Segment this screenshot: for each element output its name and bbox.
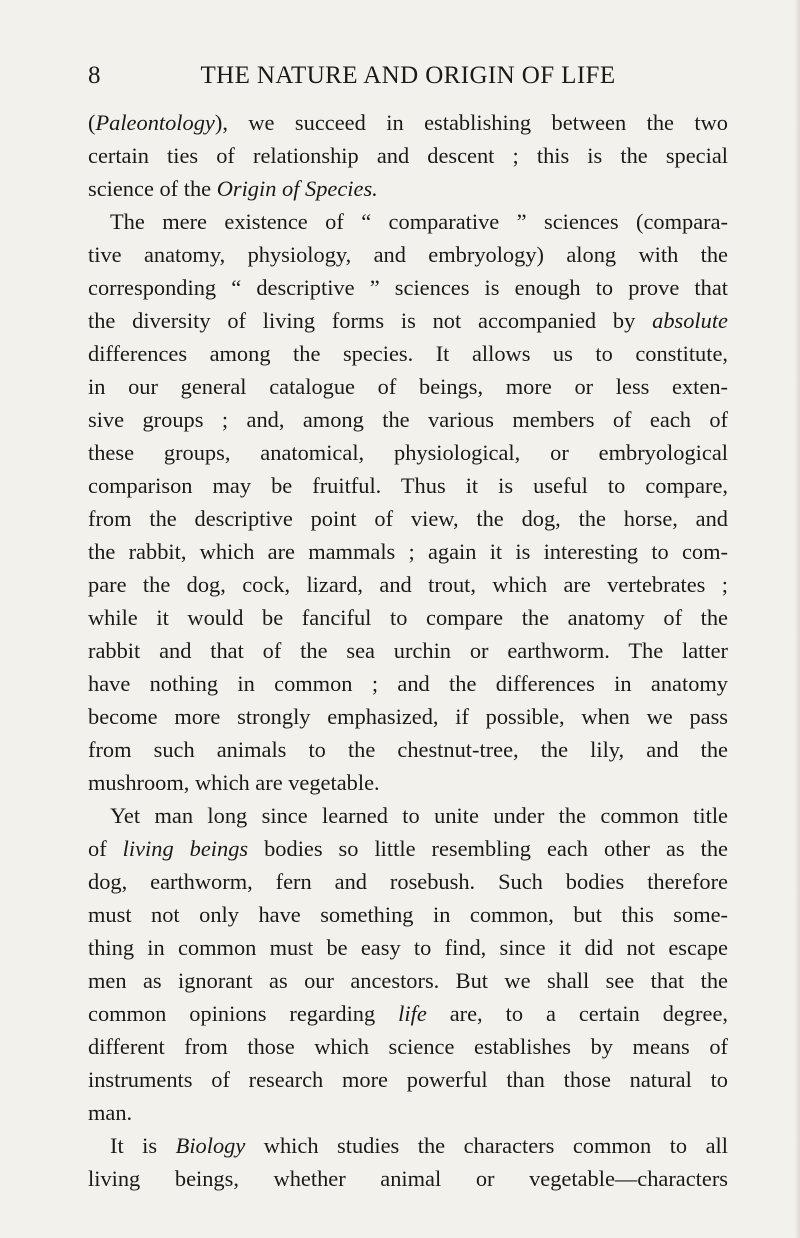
text-run: science of the xyxy=(88,176,217,201)
text-line xyxy=(88,1063,728,1096)
text-line xyxy=(88,271,728,304)
text-run: common opinions regarding xyxy=(88,1001,399,1026)
text-run: have nothing in common ; and the differences in anatomy xyxy=(88,671,728,696)
text-line xyxy=(88,568,728,601)
page-number: 8 xyxy=(88,62,101,89)
text-run: in our general catalogue of beings, more or less exten- xyxy=(88,374,728,399)
text-run: corresponding “ descriptive ” sciences is enough to prove that xyxy=(88,275,728,300)
text-line xyxy=(88,997,728,1030)
text-run: rabbit and that of the sea urchin or earthworm. The latter xyxy=(88,638,728,663)
text-run: thing in common must be easy to find, since it did not escape xyxy=(88,935,728,960)
text-line xyxy=(88,139,728,172)
text-line xyxy=(88,238,728,271)
text-line xyxy=(88,172,728,205)
text-line xyxy=(88,469,728,502)
text-run: It is xyxy=(110,1133,176,1158)
text-line xyxy=(88,964,728,997)
text-run: Yet man long since learned to unite under the common title xyxy=(110,803,728,828)
text-run: The mere existence of “ comparative ” sciences (compara- xyxy=(110,209,728,234)
text-line xyxy=(88,1162,728,1195)
text-line xyxy=(88,634,728,667)
text-run: become more strongly emphasized, if possible, when we pass xyxy=(88,704,728,729)
text-run: men as ignorant as our ancestors. But we shall see that the xyxy=(88,968,728,993)
text-run: while it would be fanciful to compare the anatomy of the xyxy=(88,605,728,630)
text-run: certain ties of relationship and descent ; this is the special xyxy=(88,143,728,168)
text-line xyxy=(88,502,728,535)
body-text xyxy=(88,106,728,1195)
running-title: THE NATURE AND ORIGIN OF LIFE xyxy=(200,62,616,89)
paragraph xyxy=(88,1129,728,1195)
italic-text: Biology xyxy=(175,1133,246,1158)
italic-text: absolute xyxy=(652,308,728,333)
paragraph xyxy=(88,799,728,1129)
italic-text: life xyxy=(398,1001,427,1026)
text-line xyxy=(88,601,728,634)
text-line xyxy=(88,1030,728,1063)
text-line xyxy=(88,865,728,898)
text-line xyxy=(88,403,728,436)
text-line xyxy=(88,766,728,799)
text-line xyxy=(88,370,728,403)
page-edge-shadow xyxy=(794,0,800,1238)
text-run: bodies so little resembling each other as the xyxy=(248,836,728,861)
text-line xyxy=(88,535,728,568)
text-run: are, to a certain degree, xyxy=(426,1001,728,1026)
text-line xyxy=(88,733,728,766)
text-line xyxy=(88,436,728,469)
text-line xyxy=(88,832,728,865)
text-run: these groups, anatomical, physiological, or embryological xyxy=(88,440,728,465)
text-line xyxy=(88,205,728,238)
text-run: ( xyxy=(88,110,96,135)
text-run: of xyxy=(88,836,123,861)
text-line xyxy=(88,1129,728,1162)
italic-text: Paleontology xyxy=(95,110,215,135)
text-run: which studies the characters common to all xyxy=(245,1133,729,1158)
text-line xyxy=(88,337,728,370)
text-run: man. xyxy=(88,1100,133,1125)
text-line xyxy=(88,799,728,832)
italic-text: Origin of Species. xyxy=(216,176,378,201)
text-run: from the descriptive point of view, the dog, the horse, and xyxy=(88,506,728,531)
text-run: from such animals to the chestnut-tree, the lily, and the xyxy=(88,737,728,762)
text-line xyxy=(88,931,728,964)
text-line xyxy=(88,304,728,337)
text-line xyxy=(88,667,728,700)
text-run: living beings, whether animal or vegetable—characters xyxy=(88,1166,728,1191)
text-run: pare the dog, cock, lizard, and trout, which are vertebrates ; xyxy=(88,572,728,597)
paragraph xyxy=(88,205,728,799)
text-run: mushroom, which are vegetable. xyxy=(88,770,380,795)
text-run: sive groups ; and, among the various members of each of xyxy=(88,407,728,432)
text-line xyxy=(88,700,728,733)
text-run: dog, earthworm, fern and rosebush. Such bodies therefore xyxy=(88,869,728,894)
text-run: the rabbit, which are mammals ; again it is interesting to com- xyxy=(88,539,728,564)
text-run: differences among the species. It allows us to constitute, xyxy=(88,341,728,366)
italic-text: living beings xyxy=(122,836,249,861)
text-line xyxy=(88,106,728,139)
text-run: ), we succeed in establishing between the two xyxy=(214,110,728,135)
text-run: instruments of research more powerful than those natural to xyxy=(88,1067,728,1092)
text-run: different from those which science establishes by means of xyxy=(88,1034,728,1059)
text-line xyxy=(88,1096,728,1129)
text-run: comparison may be fruitful. Thus it is useful to compare, xyxy=(88,473,728,498)
text-run: tive anatomy, physiology, and embryology) along with the xyxy=(88,242,728,267)
running-head xyxy=(88,56,728,96)
text-run: must not only have something in common, but this some- xyxy=(88,902,728,927)
text-run: the diversity of living forms is not accompanied by xyxy=(88,308,653,333)
paragraph xyxy=(88,106,728,205)
text-line xyxy=(88,898,728,931)
